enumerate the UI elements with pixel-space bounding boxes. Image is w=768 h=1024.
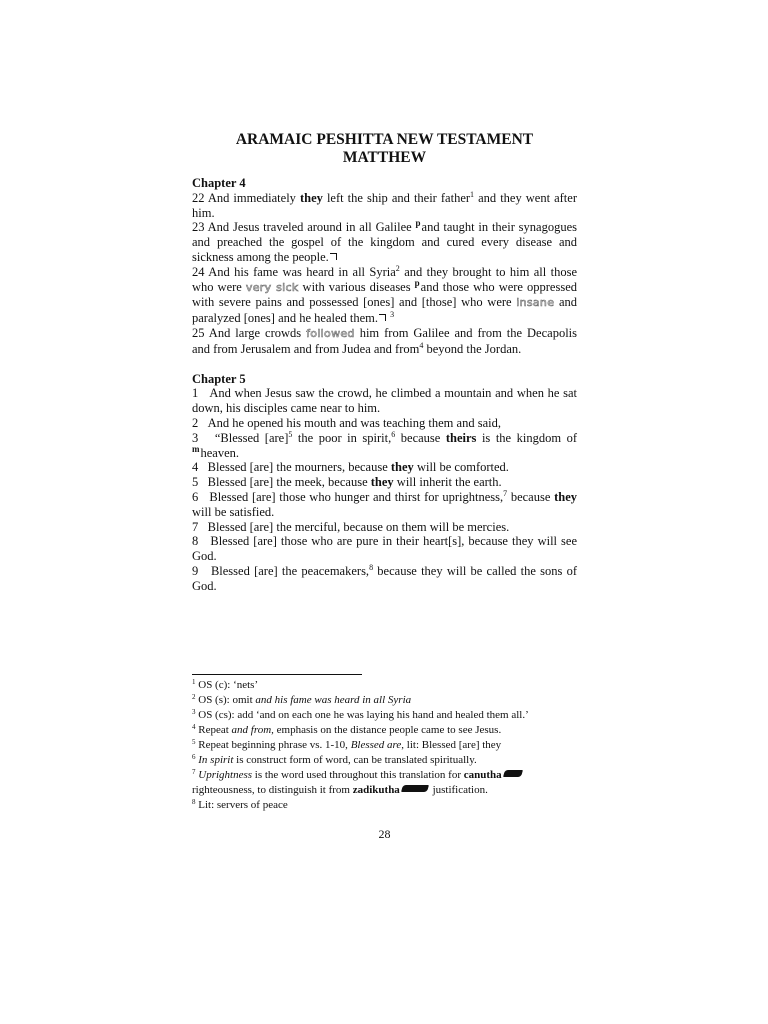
footnote-ref: 8 (369, 562, 374, 572)
verse-number: 24 (192, 264, 205, 279)
footnote-number: 7 (192, 768, 196, 776)
footnote-text: righteousness, to distinguish it from (192, 784, 350, 796)
footnote-6 (192, 753, 577, 768)
footnote-7 (192, 768, 577, 798)
chapter-5-heading: Chapter 5 (192, 371, 246, 386)
verse-4-25 (192, 326, 577, 357)
verse-text: because they will be called the sons of God. (192, 563, 578, 593)
paragraph-marker: m (192, 443, 200, 454)
verse-5-7 (192, 520, 577, 535)
verse-text: and they went after him. (192, 190, 577, 220)
verse-4-22 (192, 191, 577, 221)
paragraph-marker: p (414, 277, 420, 288)
emphasis-text: they (370, 475, 394, 490)
page-number: 28 (378, 827, 391, 841)
footnote-number: 1 (192, 678, 196, 686)
footnote-italic: and his fame was heard in all Syria (255, 694, 412, 706)
verse-5-8 (192, 534, 577, 564)
verse-5-2 (192, 416, 577, 431)
verse-5-9 (192, 564, 577, 594)
footnote-ref: 2 (395, 263, 400, 273)
verse-number: 5 (192, 475, 199, 490)
verse-text: will be satisfied. (192, 504, 275, 519)
verse-text: Blessed [are] the merciful, because on them will be mercies. (207, 519, 510, 534)
verse-4-23 (192, 220, 577, 264)
emphasis-text: theirs (445, 430, 477, 445)
verse-number: 25 (192, 325, 205, 340)
verse-text: Blessed [are] the peacemakers, (210, 563, 370, 578)
footnote-text: is construct form of word, can be translated spiritually. (236, 754, 477, 766)
verse-text: and taught in their synagogues and preached the gospel of the kingdom and cured every disease and sickness among the people. (192, 220, 578, 264)
highlighted-word: insane (516, 296, 555, 310)
footnote-4 (192, 723, 577, 738)
verse-text: And large crowds (208, 325, 302, 340)
verse-number: 4 (192, 460, 199, 475)
verse-text: Blessed [are] the meek, because (207, 475, 368, 490)
footnote-number: 5 (192, 738, 196, 746)
footnote-text: Repeat (198, 724, 229, 736)
verse-text: is the kingdom of (481, 430, 578, 445)
verse-text: And immediately (207, 190, 296, 205)
footnote-2 (192, 693, 577, 708)
footnote-italic: Blessed are (350, 739, 402, 751)
verse-text: with various diseases (302, 279, 411, 294)
verse-text: Blessed [are] the mourners, because (207, 460, 388, 475)
verse-text: will inherit the earth. (396, 475, 502, 490)
chapter-4-heading: Chapter 4 (192, 176, 246, 190)
highlighted-word: very sick (245, 280, 299, 294)
footnote-number: 6 (192, 753, 196, 761)
verse-text: and they brought to him all those who were (192, 264, 577, 294)
verse-text: and paralyzed [ones] and he healed them. (192, 295, 577, 326)
highlighted-word: followed (306, 326, 355, 340)
verse-text: him from Galilee and from the Decapolis and from Jerusalem and from Judea and from (192, 325, 578, 356)
title-line-1: ARAMAIC PESHITTA NEW TESTAMENT (235, 131, 534, 148)
verse-number: 22 (192, 190, 205, 205)
verse-4-24 (192, 265, 577, 326)
verse-number: 23 (192, 220, 205, 235)
verse-text: will be comforted. (416, 460, 509, 475)
footnote-1 (192, 678, 577, 693)
verse-number: 8 (192, 534, 199, 549)
footnote-text: OS (c): ‘nets’ (198, 679, 259, 691)
verse-text: Blessed [are] those who are pure in their heart[s], because they will see God. (192, 534, 578, 564)
scripture-body (192, 176, 577, 594)
verse-text: left the ship and their father (326, 190, 471, 205)
footnote-number: 4 (192, 723, 196, 731)
footnote-italic: Uprightness (198, 769, 253, 781)
verse-text: because (400, 430, 441, 445)
footnote-ref: 6 (391, 429, 396, 439)
footnote-text: , lit: Blessed [are] they (401, 739, 502, 751)
footnote-separator (192, 674, 362, 675)
footnote-ref: 5 (288, 429, 293, 439)
verse-text: And his fame was heard in all Syria (208, 264, 396, 279)
emphasis-text: they (390, 460, 414, 475)
footnote-number: 3 (192, 708, 196, 716)
footnote-text: Repeat beginning phrase vs. 1-10, (198, 739, 348, 751)
verse-text: because (510, 489, 551, 504)
footnote-ref: 7 (503, 488, 508, 498)
footnote-bold: canutha (463, 769, 502, 781)
verse-text: And Jesus traveled around in all Galilee (207, 220, 412, 235)
footnote-number: 2 (192, 693, 196, 701)
aramaic-script-icon (503, 770, 523, 777)
footnote-text: emphasis on the distance people came to see Jesus. (276, 724, 502, 736)
verse-text: Blessed [are] those who hunger and thirst for uprightness, (209, 489, 504, 504)
verse-text: heaven. (200, 445, 240, 460)
section-end-mark-icon (330, 253, 337, 260)
aramaic-script-icon (401, 785, 429, 792)
verse-5-3 (192, 431, 577, 461)
verse-text: “Blessed [are] (214, 430, 289, 445)
footnote-ref: 4 (419, 340, 424, 350)
footnote-ref: 3 (390, 310, 395, 320)
verse-number: 1 (192, 386, 199, 401)
verse-5-6 (192, 490, 577, 520)
verse-number: 7 (192, 519, 199, 534)
verse-number: 6 (192, 489, 199, 504)
footnote-3 (192, 708, 577, 723)
footnote-number: 8 (192, 798, 196, 806)
section-end-mark-icon (379, 314, 386, 321)
footnote-text: justification. (432, 784, 488, 796)
footnote-italic: and from, (231, 724, 274, 736)
title-line-2: MATTHEW (342, 149, 427, 166)
verse-text: And when Jesus saw the crowd, he climbed a mountain and when he sat down, his disciples came near to him. (192, 386, 578, 416)
verse-5-1 (192, 386, 577, 416)
footnote-text: is the word used throughout this translation for (254, 769, 462, 781)
footnote-5 (192, 738, 577, 753)
footnote-text: OS (cs): add ‘and on each one he was laying his hand and healed them all.’ (198, 709, 529, 721)
verse-number: 3 (192, 430, 199, 445)
verse-5-5 (192, 475, 577, 490)
footnote-text: OS (s): omit (198, 694, 253, 706)
page-title (192, 131, 577, 167)
footnote-text: Lit: servers of peace (198, 799, 288, 811)
verse-number: 2 (192, 415, 199, 430)
verse-text: the poor in spirit, (297, 430, 392, 445)
footnote-bold: zadikutha (352, 784, 400, 796)
footnotes (192, 678, 577, 813)
verse-text: beyond the Jordan. (426, 341, 522, 356)
emphasis-text: they (554, 489, 578, 504)
verse-5-4 (192, 460, 577, 475)
footnote-8 (192, 798, 577, 813)
verse-text: And he opened his mouth and was teaching them and said, (207, 415, 501, 430)
verse-number: 9 (192, 563, 199, 578)
verse-text: and those who were oppressed with severe pains and possessed [ones] and [those] who were (192, 279, 577, 310)
footnote-ref: 1 (470, 189, 475, 199)
paragraph-marker: p (415, 218, 421, 229)
emphasis-text: they (299, 190, 323, 205)
footnote-italic: In spirit (198, 754, 234, 766)
